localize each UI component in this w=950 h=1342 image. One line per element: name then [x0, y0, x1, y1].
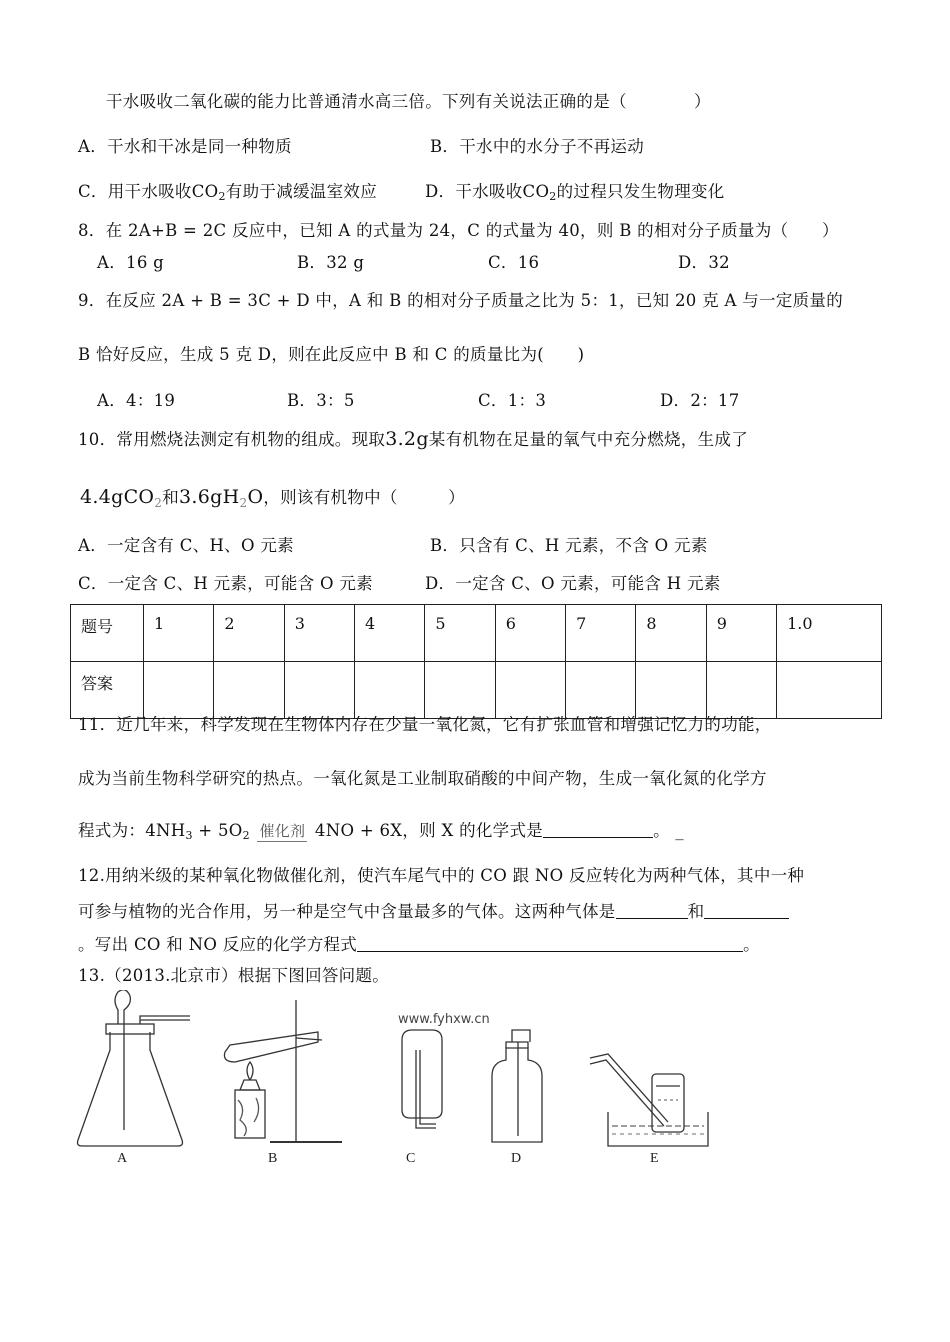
q8-option-d: D．32 [678, 253, 730, 272]
table-cell-number: 9 [706, 605, 776, 662]
table-cell-number: 2 [214, 605, 284, 662]
apparatus-label-c: C [406, 1151, 416, 1166]
q7-stem: 干水吸收二氧化碳的能力比普通清水高三倍。下列有关说法正确的是（ ） [106, 92, 711, 111]
answer-cell[interactable] [214, 662, 284, 719]
answer-cell[interactable] [566, 662, 636, 719]
answer-cell[interactable] [284, 662, 354, 719]
q8-stem: 8．在 2A+B = 2C 反应中，已知 A 的式量为 24，C 的式量为 40，则 B 的相对分子质量为（ ） [78, 221, 839, 240]
apparatus-a-conical-flask [78, 990, 191, 1146]
q7-option-c: C．用干水吸收$CO_2$有助于减缓温室效应 [78, 182, 377, 203]
q12-line1: 12.用纳米级的某种氧化物做催化剂，使汽车尾气中的 CO 跟 NO 反应转化为两种气体，其中一种 [78, 866, 805, 885]
apparatus-label-b: B [268, 1151, 278, 1166]
answer-cell[interactable] [777, 662, 882, 719]
apparatus-label-a: A [117, 1151, 128, 1166]
q11-line3: 程式为：$4NH_3 + 5O_2$ 催化剂 4NO + 6X，则 X 的化学式是 。 _ [78, 821, 684, 842]
answer-cell[interactable] [425, 662, 495, 719]
q9-option-d: D．2：17 [660, 391, 740, 410]
q12-gas-blank-1[interactable] [616, 902, 688, 919]
q9-stem-line2: B 恰好反应，生成 5 克 D，则在此反应中 B 和 C 的质量比为( ) [78, 345, 585, 364]
apparatus-label-d: D [511, 1151, 522, 1166]
q8-option-b: B．32 g [297, 253, 365, 272]
q11-answer-blank[interactable] [543, 821, 653, 838]
q12-gas-blank-2[interactable] [704, 902, 789, 919]
watermark: www.fyhxw.cn [398, 1012, 490, 1027]
q8-option-c: C．16 [488, 253, 540, 272]
q10-option-d: D．一定含 C、O 元素，可能含 H 元素 [425, 574, 721, 593]
answer-cell[interactable] [706, 662, 776, 719]
q9-option-c: C．1：3 [478, 391, 547, 410]
table-header-label: 题号 [71, 605, 144, 662]
answer-cell[interactable] [495, 662, 565, 719]
answer-cell[interactable] [636, 662, 706, 719]
q10-stem-line2: 4.4gCO$_2$和$3.6gH_2O$，则该有机物中（ ） [80, 486, 465, 510]
answer-cell[interactable] [144, 662, 214, 719]
q12-equation-blank[interactable] [357, 935, 743, 952]
q9-option-b: B．3：5 [287, 391, 355, 410]
q9-stem-line1: 9．在反应 2A + B = 3C + D 中，A 和 B 的相对分子质量之比为 5：1，已知 20 克 A 与一定质量的 [78, 291, 844, 310]
table-cell-number: 3 [284, 605, 354, 662]
q11-line2: 成为当前生物科学研究的热点。一氧化氮是工业制取硝酸的中间产物，生成一氧化氮的化学方 [78, 769, 767, 788]
apparatus-label-e: E [650, 1151, 659, 1166]
q13-stem: 13.（2013.北京市）根据下图回答问题。 [78, 966, 390, 985]
answer-table [70, 604, 882, 719]
table-cell-number: 1.0 [777, 605, 882, 662]
apparatus-b-heating-setup [224, 1000, 342, 1142]
q9-option-a: A．4：19 [97, 391, 176, 410]
q11-line1: 11．近几年来，科学发现在生物体内存在少量一氧化氮，它有扩张血管和增强记忆力的功能， [78, 715, 772, 734]
q8-option-a: A．16 g [97, 253, 165, 272]
table-cell-number: 4 [355, 605, 425, 662]
apparatus-d-gas-bottle [492, 1030, 542, 1142]
table-row-header [71, 605, 882, 662]
table-cell-number: 6 [495, 605, 565, 662]
q7-option-a: A．干水和干冰是同一种物质 [78, 137, 292, 156]
table-cell-number: 1 [144, 605, 214, 662]
q7-option-d: D．干水吸收$CO_2$的过程只发生物理变化 [425, 182, 725, 203]
table-cell-number: 5 [425, 605, 495, 662]
apparatus-e-water-trough [590, 1054, 708, 1146]
table-cell-number: 8 [636, 605, 706, 662]
q10-stem-line1: 10．常用燃烧法测定有机物的组成。现取3.2g某有机物在足量的氧气中充分燃烧，生成了 [78, 428, 748, 450]
apparatus-c-gas-collection [402, 1030, 442, 1128]
q7-option-b: B．干水中的水分子不再运动 [430, 137, 645, 156]
q10-option-b: B．只含有 C、H 元素，不含 O 元素 [430, 536, 708, 555]
q12-line3: 。写出 CO 和 NO 反应的化学方程式 。 [78, 935, 760, 954]
table-cell-number: 7 [566, 605, 636, 662]
table-answer-label: 答案 [71, 662, 144, 719]
table-row-answers [71, 662, 882, 719]
answer-cell[interactable] [355, 662, 425, 719]
apparatus-figure [60, 990, 780, 1180]
q10-option-a: A．一定含有 C、H、O 元素 [78, 536, 294, 555]
q10-option-c: C．一定含 C、H 元素，可能含 O 元素 [78, 574, 373, 593]
q12-line2: 可参与植物的光合作用，另一种是空气中含量最多的气体。这两种气体是 和 [78, 898, 789, 922]
catalyst-condition: 催化剂 [255, 820, 309, 841]
